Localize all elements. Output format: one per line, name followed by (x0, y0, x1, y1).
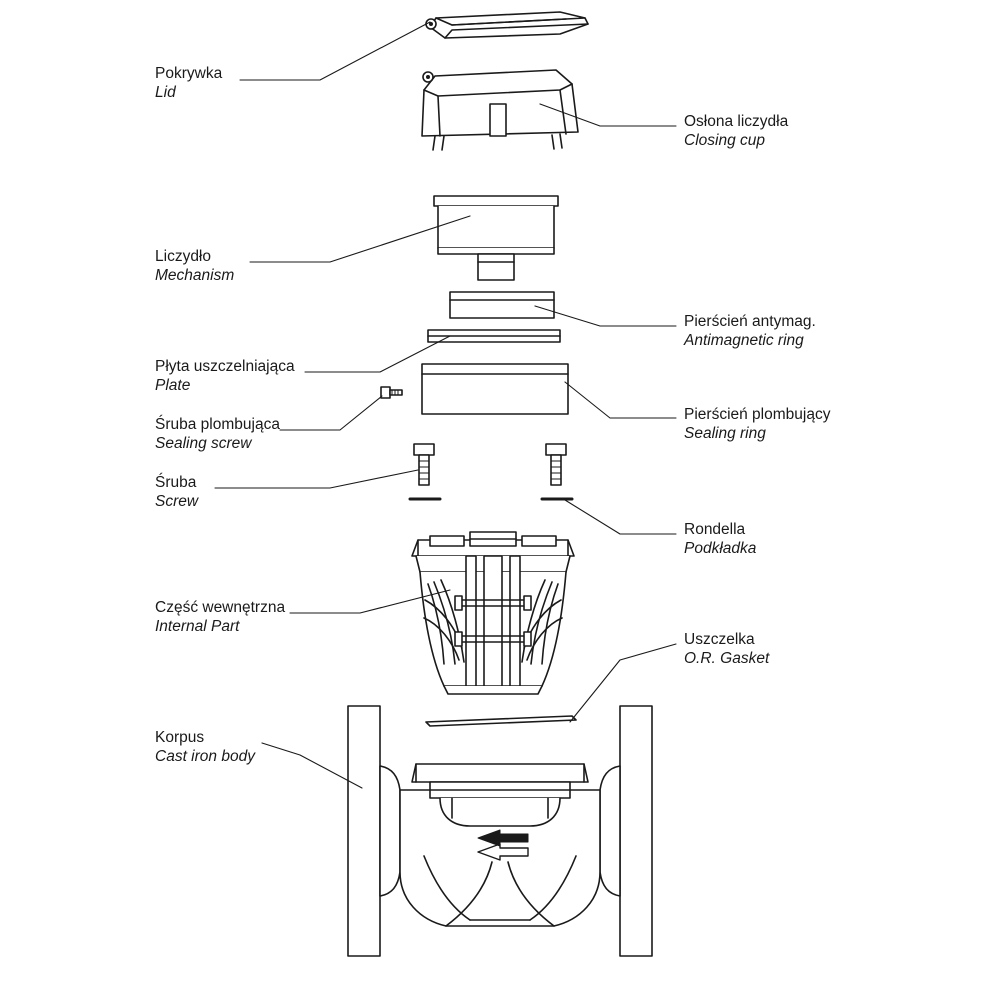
leader-washer (565, 500, 676, 534)
callout-screw-pl: Śruba (155, 474, 197, 491)
callout-antimagnetic-ring-en: Antimagnetic ring (684, 332, 804, 350)
callout-sealing-ring-pl: Pierścień plombujący (684, 406, 831, 423)
callout-mechanism (155, 247, 234, 286)
callout-antimagnetic-ring (684, 312, 816, 351)
part-body (348, 706, 652, 956)
callout-washer (684, 520, 756, 559)
callout-plate-en: Plate (155, 377, 191, 395)
callout-plate-pl: Płyta uszczelniająca (155, 358, 295, 375)
leader-sealing-ring (565, 382, 676, 418)
leader-screw (215, 470, 418, 488)
callout-screw (155, 473, 198, 512)
leader-body (262, 743, 362, 788)
part-gasket (426, 716, 576, 726)
callout-mechanism-en: Mechanism (155, 267, 235, 285)
leader-lid (240, 22, 430, 80)
callout-sealing-ring-en: Sealing ring (684, 425, 766, 443)
part-sealing-ring (422, 364, 568, 414)
leader-antimagnetic-ring (535, 306, 676, 326)
callout-closing-cup (684, 112, 788, 151)
part-screw-left (414, 444, 434, 485)
callout-closing-cup-pl: Osłona liczydła (684, 113, 789, 130)
callout-internal-part-pl: Część wewnętrzna (155, 599, 286, 616)
callout-screw-en: Screw (155, 493, 199, 511)
callout-sealing-screw-en: Sealing screw (155, 435, 252, 453)
callout-sealing-ring (684, 405, 830, 444)
part-internal-part (412, 532, 574, 694)
callout-body (155, 728, 255, 767)
callout-mechanism-pl: Liczydło (155, 248, 211, 265)
callout-sealing-screw-pl: Śruba plombująca (155, 416, 280, 433)
leader-mechanism (250, 216, 470, 262)
callout-washer-en: Podkładka (684, 540, 757, 558)
part-sealing-screw (381, 387, 402, 398)
part-closing-cup (422, 70, 578, 150)
callout-gasket (684, 630, 769, 669)
callout-internal-part (155, 598, 285, 637)
callout-gasket-pl: Uszczelka (684, 631, 755, 648)
leader-sealing-screw (280, 396, 382, 430)
part-lid (426, 12, 588, 38)
callout-gasket-en: O.R. Gasket (684, 650, 770, 668)
callout-washer-pl: Rondella (684, 521, 746, 538)
part-antimagnetic-ring (450, 292, 554, 318)
callout-closing-cup-en: Closing cup (684, 132, 765, 150)
callout-antimagnetic-ring-pl: Pierścień antymag. (684, 313, 816, 330)
callout-body-en: Cast iron body (155, 748, 255, 766)
callout-body-pl: Korpus (155, 729, 205, 746)
callout-internal-part-en: Internal Part (155, 618, 240, 636)
part-screw-right (546, 444, 566, 485)
callout-plate (155, 357, 295, 396)
callout-lid (155, 64, 222, 103)
part-plate (428, 330, 560, 342)
callout-lid-en: Lid (155, 84, 176, 102)
part-mechanism (434, 196, 558, 280)
callout-sealing-screw (155, 415, 280, 454)
callout-lid-pl: Pokrywka (155, 65, 223, 82)
